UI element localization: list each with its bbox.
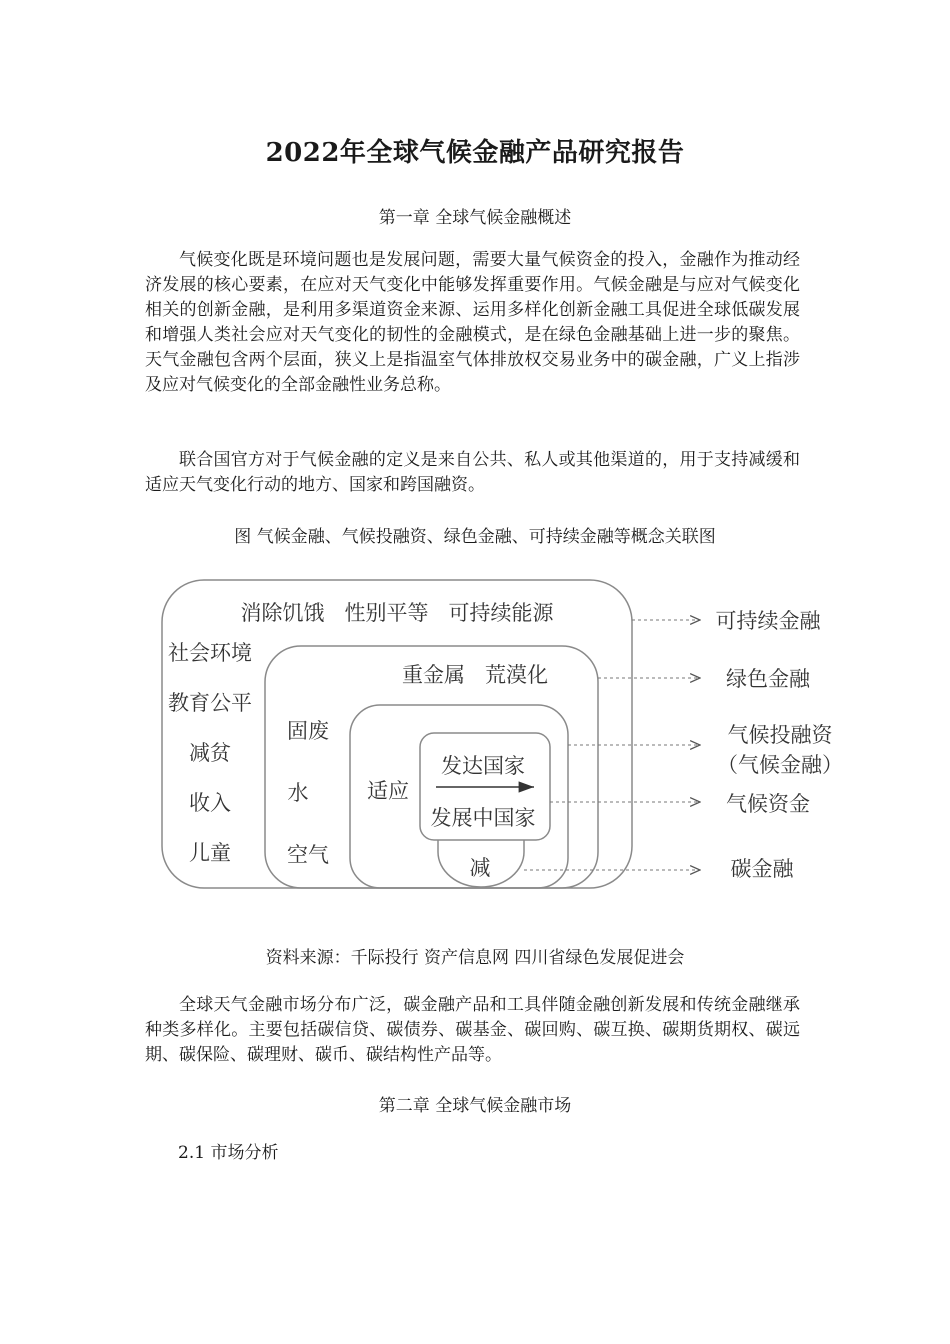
document-title: 2022年全球气候金融产品研究报告 bbox=[265, 138, 685, 168]
green-left-item: 水 bbox=[287, 781, 309, 805]
paragraph-3: 全球天气金融市场分布广泛，碳金融产品和工具伴随金融创新发展和传统金融继承种类多样化。主要包括碳信贷、碳债券、碳基金、碳回购、碳互换、碳期货期权、碳远期、碳保险、碳理财、碳币、碳结构性产品等。 bbox=[145, 995, 800, 1065]
paragraph-1: 气候变化既是环境问题也是发展问题，需要大量气候资金的投入，金融作为推动经济发展的核心要素，在应对天气变化中能够发挥重要作用。气候金融是与应对气候变化相关的创新金融，是利用多渠道资金来源、运用多样化创新金融工具促进全球低碳发展和增强人类社会应对天气变化的韧性的金融模式，是在绿色金融基础上进一步的聚焦。天气金融包含两个层面，狭义上是指温室气体排放权交易业务中的碳金融，广义上指涉及应对气候变化的全部金融性业务总称。 bbox=[145, 250, 800, 395]
green-top-text: 重金属 荒漠化 bbox=[401, 663, 549, 687]
outer-left-item: 儿童 bbox=[189, 841, 231, 865]
label-climate-investment: 气候投融资 bbox=[727, 723, 833, 747]
outer-left-item: 教育公平 bbox=[168, 691, 252, 715]
outer-left-item: 减贫 bbox=[189, 741, 231, 765]
green-left-item: 固废 bbox=[287, 719, 329, 743]
adaptation-text: 适应 bbox=[367, 779, 409, 803]
outer-top-text: 消除饥饿 性别平等 可持续能源 bbox=[240, 601, 554, 625]
developing-countries-text: 发展中国家 bbox=[430, 806, 536, 830]
label-climate-funds: 气候资金 bbox=[726, 792, 810, 816]
diagram-svg bbox=[150, 570, 870, 900]
green-left-item: 空气 bbox=[287, 843, 329, 867]
label-sustainable-finance: 可持续金融 bbox=[715, 609, 821, 633]
figure-source: 资料来源：千际投行 资产信息网 四川省绿色发展促进会 bbox=[265, 948, 685, 968]
outer-left-item: 收入 bbox=[189, 791, 231, 815]
mitigation-text: 减 bbox=[469, 856, 491, 880]
label-green-finance: 绿色金融 bbox=[726, 667, 810, 691]
concept-relationship-diagram bbox=[150, 570, 870, 900]
label-carbon-finance: 碳金融 bbox=[730, 857, 794, 881]
chapter-1-heading: 第一章 全球气候金融概述 bbox=[378, 208, 572, 228]
label-climate-finance: （气候金融） bbox=[717, 753, 843, 777]
outer-left-item: 社会环境 bbox=[168, 641, 252, 665]
figure-caption: 图 气候金融、气候投融资、绿色金融、可持续金融等概念关联图 bbox=[234, 527, 716, 547]
sustainable-finance-box bbox=[162, 580, 632, 888]
chapter-2-heading: 第二章 全球气候金融市场 bbox=[378, 1096, 572, 1116]
section-2-1-heading: 2.1 市场分析 bbox=[178, 1143, 279, 1163]
developed-countries-text: 发达国家 bbox=[441, 754, 525, 778]
paragraph-2: 联合国官方对于气候金融的定义是来自公共、私人或其他渠道的，用于支持减缓和适应天气变化行动的地方、国家和跨国融资。 bbox=[145, 450, 800, 495]
